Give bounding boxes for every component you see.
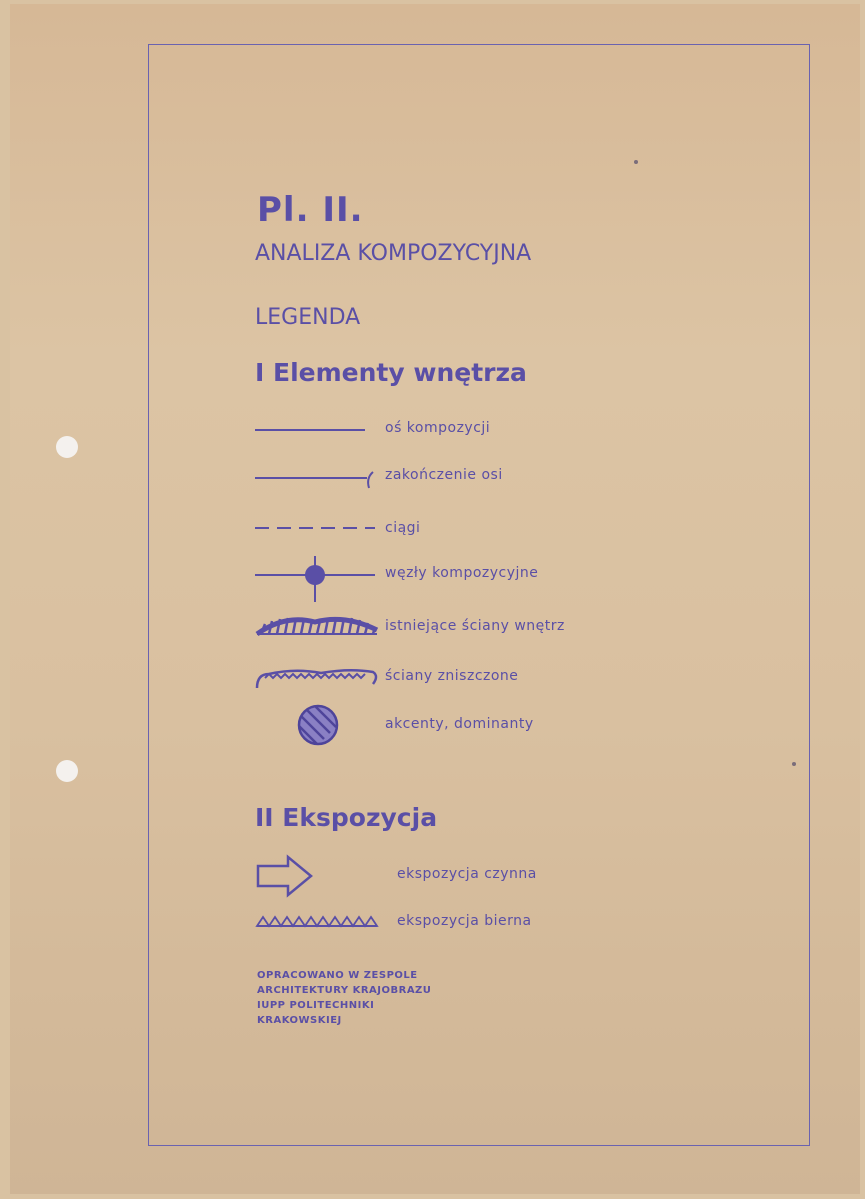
credits-block	[257, 968, 431, 1028]
punch-hole	[56, 436, 78, 458]
existing-wall-symbol	[255, 612, 379, 638]
legend-heading: LEGENDA	[255, 305, 361, 330]
legend-label: oś kompozycji	[385, 420, 491, 436]
legend-label: istniejące ściany wnętrz	[385, 618, 565, 634]
composition-axis-symbol	[255, 420, 367, 440]
legend-label: zakończenie osi	[385, 467, 503, 483]
punch-hole	[56, 760, 78, 782]
drawing-frame	[148, 44, 810, 1146]
legend-label: akcenty, dominanty	[385, 716, 534, 732]
destroyed-wall-symbol	[255, 664, 379, 692]
composition-node-symbol	[255, 556, 377, 602]
active-exposure-arrow-icon	[256, 855, 314, 897]
legend-label: węzły kompozycyjne	[385, 565, 539, 581]
legend-label: ciągi	[385, 520, 421, 536]
legend-label: ściany zniszczone	[385, 668, 519, 684]
axis-end-symbol	[255, 468, 375, 492]
accent-dominant-symbol	[296, 703, 340, 747]
credits-line: KRAKOWSKIEJ	[257, 1015, 342, 1026]
legend-label: ekspozycja czynna	[397, 866, 537, 882]
section-heading-exposure: II Ekspozycja	[255, 803, 438, 832]
passive-exposure-symbol	[256, 913, 384, 929]
section-heading-interior-elements: I Elementy wnętrza	[255, 358, 527, 387]
page-title: ANALIZA KOMPOZYCYJNA	[255, 241, 532, 266]
legend-label: ekspozycja bierna	[397, 913, 532, 929]
sequence-dashed-symbol	[255, 518, 377, 538]
credits-line: IUPP POLITECHNIKI	[257, 1000, 375, 1011]
credits-line: OPRACOWANO W ZESPOLE	[257, 970, 418, 981]
credits-line: ARCHITEKTURY KRAJOBRAZU	[257, 985, 432, 996]
plate-number: Pl. II.	[257, 190, 364, 230]
